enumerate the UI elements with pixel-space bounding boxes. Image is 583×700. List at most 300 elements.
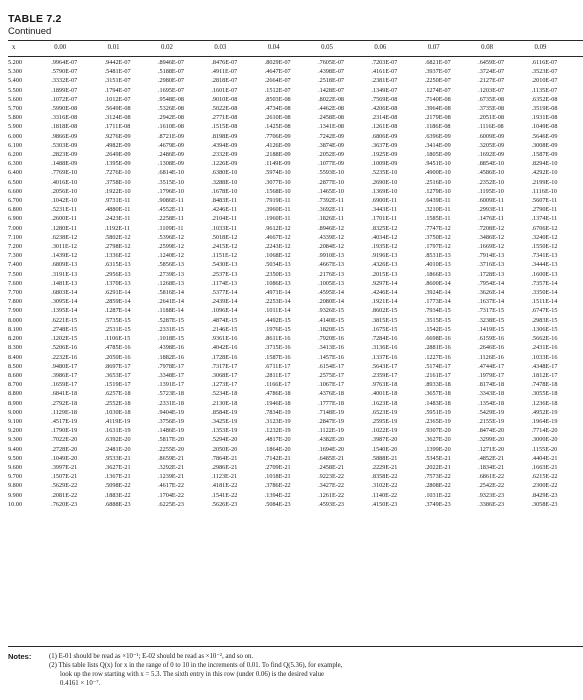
table-cell: .1149E-09 [264,160,291,168]
table-cell: .8483E-11 [211,197,238,205]
table-cell: .1109E-11 [157,224,184,232]
table-cell: .2258E-11 [157,215,184,223]
table-cell: .9442E-07 [104,59,131,66]
table-cell: .4246E-11 [211,206,238,214]
bottom-rule [8,646,583,647]
table-cell: .1946E-18 [264,399,291,407]
table-cell: .1511E-14 [531,298,558,306]
table-cell: .7392E-11 [318,197,344,205]
table-cell: .9323E-23 [478,491,505,499]
table-cell: .1341E-08 [318,123,345,131]
table-cell: .3653E-17 [104,371,131,379]
table-row [8,178,583,187]
notes-label: Notes: [8,652,32,661]
table-cell: .2056E-10 [51,187,78,195]
table-cell: .4398E-07 [318,68,345,76]
table-cell: .3997E-21 [51,463,78,471]
table-cell: .6352E-08 [531,95,558,103]
table-row [8,242,583,251]
table-cell: .3068E-17 [211,371,238,379]
table-cell: .1818E-08 [51,123,78,131]
table-cell: .1425E-08 [264,123,291,131]
table-cell: .1486E-19 [157,427,184,435]
table-cell: .3758E-10 [104,178,131,186]
table-cell: .1428E-07 [318,86,345,94]
table-row [8,159,583,168]
table-cell: .7573E-22 [424,473,451,481]
table-cell: .5990E-08 [51,105,78,113]
table-cell: .1232E-19 [264,427,291,435]
table-cell: .6803E-14 [51,289,78,297]
table-cell: .4246E-14 [371,289,398,297]
row-x-value: 9.800 [8,482,22,490]
table-cell: .3413E-16 [318,344,345,352]
table-cell: .1151E-12 [211,252,238,260]
table-cell: .6159E-16 [478,335,505,343]
table-cell: .1960E-11 [264,215,291,223]
note-2-line-2: look up the row starting with x = 5.3. The sixth entry in this row (under 0.06) is the desired value [60,671,325,678]
table-cell: .2818E-07 [211,77,238,85]
table-cell: .1519E-17 [104,381,131,389]
table-cell: .5287E-15 [157,316,184,324]
table-row [8,454,583,463]
table-cell: .5231E-11 [51,206,77,214]
table-cell: .6225E-23 [157,500,184,508]
table-cell: .1637E-14 [478,298,505,306]
row-x-value: 5.200 [8,59,22,66]
table-cell: .4181E-22 [211,482,238,490]
table-cell: .3486E-12 [478,233,505,241]
table-cell: .1018E-15 [157,335,184,343]
table-cell: .2877E-10 [318,178,345,186]
table-cell: .2575E-17 [318,371,345,379]
table-cell: .3924E-14 [424,289,451,297]
table-cell: .3191E-13 [51,270,78,278]
table-cell: .6116E-07 [531,59,558,66]
table-cell: .5429E-19 [478,408,505,416]
table-cell: .1979E-17 [478,371,505,379]
table-cell: .9010E-08 [211,95,238,103]
table-cell: .4586E-10 [478,169,505,177]
table-cell: .1678E-10 [211,187,238,195]
table-cell: .3151E-07 [104,77,131,85]
table-cell: .2127E-07 [478,77,505,85]
table-cell: .2255E-20 [157,445,184,453]
table-cell: .3815E-15 [371,316,398,324]
table-cell: .1086E-13 [264,279,291,287]
table-cell: .1391E-17 [157,381,184,389]
table-cell: .1349E-07 [371,86,398,94]
table-cell: .3735E-08 [478,105,505,113]
table-cell: .5034E-13 [264,261,291,269]
table-cell: .8198E-09 [211,132,238,140]
table-cell: .2300E-22 [531,482,558,490]
table-cell: .2811E-17 [264,371,291,379]
table-cell: .5643E-17 [371,362,398,370]
table-cell: .7769E-10 [51,169,78,177]
table-cell: .1033E-11 [211,224,238,232]
table-cell: .8611E-16 [264,335,291,343]
table-cell: .2542E-22 [478,482,505,490]
table-cell: .6392E-20 [104,436,131,444]
table-row [8,76,583,85]
table-cell: .1394E-22 [264,491,291,499]
row-x-value: 5.900 [8,123,22,131]
table-cell: .2010E-07 [531,77,558,85]
table-cell: .3124E-08 [104,114,131,122]
table-cell: .1005E-13 [318,279,345,287]
table-cell: .1921E-14 [371,298,398,306]
table-cell: .1550E-12 [531,243,558,251]
table-cell: .2439E-14 [211,298,238,306]
table-cell: .1864E-20 [264,445,291,453]
table-cell: .1261E-22 [318,491,345,499]
table-row [8,399,583,408]
table-cell: .6888E-23 [104,500,131,508]
table-cell: .4161E-07 [371,68,398,76]
table-cell: .1540E-20 [371,445,398,453]
table-cell: .7920E-16 [318,335,345,343]
row-x-value: 8.300 [8,344,22,352]
table-cell: .2130E-18 [211,399,238,407]
table-cell: .3986E-17 [51,371,78,379]
table-cell: .1623E-18 [371,399,398,407]
table-cell: .1116E-08 [478,123,504,131]
table-cell: .4001E-18 [371,390,398,398]
table-cell: .9196E-13 [371,252,398,260]
table-cell: .3515E-15 [424,316,451,324]
table-cell: .2847E-19 [318,417,345,425]
table-cell: .4874E-15 [211,316,238,324]
table-cell: .1701E-11 [371,215,398,223]
table-cell: .1192E-11 [104,224,131,232]
table-cell: .1883E-22 [104,491,131,499]
column-header: 0.00 [54,44,67,52]
table-cell: .4667E-12 [264,233,291,241]
row-x-value: 5.300 [8,68,22,76]
table-cell: .2381E-07 [371,77,398,85]
table-row [8,260,583,269]
table-cell: .8933E-18 [424,381,451,389]
table-cell: .1240E-12 [157,252,184,260]
table-cell: .7978E-17 [157,362,184,370]
table-cell: .1336E-12 [104,252,131,260]
table-cell: .2253E-14 [264,298,291,306]
table-cell: .6814E-10 [157,169,184,177]
table-cell: .2050E-16 [104,353,131,361]
table-cell: .1483E-18 [424,399,451,407]
table-cell: .5234E-18 [211,390,238,398]
table-cell: .1610E-08 [157,123,184,131]
table-cell: .2314E-08 [371,114,398,122]
table-cell: .3058E-23 [531,500,558,508]
table-title: TABLE 7.2 [8,13,62,25]
table-cell: .2600E-11 [51,215,77,223]
table-cell: .2709E-21 [264,463,291,471]
table-cell: .1203E-07 [478,86,505,94]
table-cell: .5593E-10 [318,169,345,177]
table-cell: .3000E-20 [531,436,558,444]
table-cell: .1166E-17 [264,381,291,389]
table-cell: .8294E-10 [531,160,558,168]
table-cell: .1030E-18 [104,408,131,416]
row-x-value: 8.400 [8,353,22,361]
table-row [8,316,583,325]
table-cell: .7276E-10 [104,169,131,177]
row-x-value: 6.700 [8,197,22,205]
table-cell: .7357E-14 [531,279,558,287]
table-cell: .6698E-16 [424,335,451,343]
table-cell: .2486E-09 [157,151,184,159]
table-cell: .1675E-15 [371,325,398,333]
table-cell: .5629E-22 [51,482,78,490]
table-cell: .3238E-15 [478,316,505,324]
table-cell: .1374E-11 [531,215,558,223]
table-row [8,371,583,380]
table-cell: .1439E-12 [51,252,78,260]
table-cell: .3348E-17 [157,371,184,379]
table-cell: .2739E-13 [157,270,184,278]
table-cell: .2146E-15 [211,325,238,333]
table-cell: .3523E-07 [531,68,558,76]
table-cell: .1457E-16 [318,353,345,361]
table-cell: .1399E-20 [424,445,451,453]
table-cell: .5084E-23 [264,500,291,508]
table-cell: .4734E-08 [264,105,291,113]
row-x-value: 9.900 [8,491,22,499]
table-cell: .4679E-09 [157,141,184,149]
table-cell: .1507E-21 [51,473,78,481]
table-cell: .1227E-16 [424,353,451,361]
table-cell: .3987E-20 [371,436,398,444]
table-cell: .1568E-10 [264,187,291,195]
table-cell: .1067E-17 [318,381,345,389]
table-cell: .1011E-14 [264,307,291,315]
table-cell: .6459E-07 [478,59,505,66]
table-cell: .7706E-09 [264,132,291,140]
table-cell: .2610E-08 [264,114,291,122]
table-cell: .1042E-10 [51,197,78,205]
table-cell: .4206E-08 [371,105,398,113]
table-cell: .1126E-16 [478,353,504,361]
table-cell: .1188E-14 [157,307,184,315]
table-cell: .2015E-13 [371,270,398,278]
table-cell: .4348E-17 [531,362,558,370]
table-cell: .4292E-10 [531,169,558,177]
row-x-value: 6.200 [8,151,22,159]
row-x-value: 8.200 [8,335,22,343]
row-x-value: 9.400 [8,445,22,453]
row-x-value: 8.000 [8,316,22,324]
table-row [8,270,583,279]
table-cell: .2599E-12 [157,243,184,251]
table-cell: .1659E-17 [51,381,78,389]
table-cell: .1186E-08 [424,123,451,131]
table-cell: .1541E-22 [211,491,238,499]
table-row [8,472,583,481]
table-cell: .4326E-13 [371,261,398,269]
table-row [8,481,583,490]
table-cell: .1834E-21 [478,463,505,471]
table-cell: .1488E-09 [51,160,78,168]
table-cell: .4617E-22 [157,482,184,490]
table-cell: .8854E-10 [478,160,505,168]
table-cell: .2649E-09 [104,151,131,159]
table-cell: .1271E-20 [478,445,505,453]
table-cell: .2161E-17 [424,371,451,379]
table-cell: .2431E-16 [531,344,558,352]
table-row [8,389,583,398]
table-cell: .6396E-09 [424,132,451,140]
table-cell: .1812E-17 [531,371,558,379]
table-cell: .2051E-08 [478,114,505,122]
table-cell: .5802E-12 [104,233,131,241]
table-cell: .2458E-08 [318,114,345,122]
table-cell: .3750E-12 [424,233,451,241]
table-cell: .6747E-15 [531,307,558,315]
table-cell: .6215E-22 [531,473,558,481]
table-cell: .7148E-19 [318,408,345,416]
row-x-value: 8.800 [8,390,22,398]
row-x-value: 5.700 [8,105,22,113]
table-cell: .9612E-12 [264,224,291,232]
row-x-value: 7.400 [8,261,22,269]
table-cell: .1022E-19 [371,427,398,435]
table-row [8,343,583,352]
table-cell: .4404E-21 [531,454,558,462]
table-cell: .9404E-19 [157,408,184,416]
table-cell: .2646E-16 [478,344,505,352]
table-cell: .4016E-10 [51,178,78,186]
table-cell: .9763E-18 [371,381,398,389]
table-cell: .2956E-13 [104,270,131,278]
table-cell: .3343E-18 [478,390,505,398]
table-cell: .8029E-07 [264,59,291,66]
table-row [8,86,583,95]
table-row [8,95,583,104]
row-x-value: 8.900 [8,399,22,407]
table-cell: .5345E-21 [424,454,451,462]
table-cell: .5888E-21 [371,454,398,462]
table-cell: .2537E-13 [211,270,238,278]
table-cell: .3299E-20 [478,436,505,444]
table-cell: .3749E-23 [424,500,451,508]
table-cell: .3425E-19 [211,417,238,425]
table-cell: .4647E-07 [264,68,291,76]
table-cell: .6315E-13 [104,261,131,269]
table-cell: .9480E-17 [51,362,78,370]
table-cell: .1261E-08 [371,123,398,131]
table-cell: .9731E-11 [104,197,131,205]
table-cell: .1790E-19 [51,427,78,435]
table-cell: .2458E-21 [318,463,345,471]
table-cell: .9326E-15 [318,307,345,315]
table-cell: .4398E-16 [157,344,184,352]
table-cell: .3657E-18 [424,390,451,398]
table-cell: .1033E-16 [531,353,558,361]
table-cell: .1512E-07 [264,86,291,94]
table-cell: .8600E-14 [424,279,451,287]
table-cell: .2250E-07 [424,77,451,85]
table-cell: .1728E-16 [211,353,238,361]
table-cell: .2664E-07 [264,77,291,85]
table-cell: .1195E-10 [478,187,504,195]
table-cell: .5607E-11 [531,197,558,205]
table-cell: .5816E-14 [157,289,184,297]
table-cell: .7203E-07 [371,59,398,66]
table-cell: .4667E-13 [318,261,345,269]
row-x-value: 9.200 [8,427,22,435]
table-cell: .9866E-09 [51,132,78,140]
table-cell: .1135E-07 [531,86,558,94]
table-row [8,288,583,297]
table-cell: .3964E-08 [424,105,451,113]
table-cell: .2188E-09 [264,151,291,159]
table-cell: .3350E-14 [531,289,558,297]
table-cell: .1805E-09 [424,151,451,159]
table-cell: .3240E-12 [531,233,558,241]
table-cell: .4034E-12 [371,233,398,241]
table-cell: .7317E-17 [211,362,238,370]
table-cell: .2229E-21 [371,463,398,471]
table-cell: .1931E-08 [531,114,558,122]
table-cell: .4394E-09 [211,141,238,149]
table-cell: .1476E-11 [478,215,504,223]
row-x-value: 9.300 [8,436,22,444]
table-cell: .9223E-22 [318,473,345,481]
table-cell: .9548E-08 [157,95,184,103]
table-cell: .1273E-17 [211,381,238,389]
table-cell: .2080E-14 [318,298,345,306]
row-x-value: 9.600 [8,463,22,471]
table-cell: .1976E-15 [264,325,291,333]
table-cell: .8946E-07 [157,59,184,66]
table-cell: .6154E-17 [318,362,345,370]
row-x-value: 7.100 [8,233,22,241]
column-header: 0.02 [160,44,173,52]
note-1: (1) E-01 should be read as ×10⁻¹; E-02 should be read as ×10⁻², and so on. [49,653,254,660]
table-cell: .1515E-08 [211,123,238,131]
table-row [8,251,583,260]
table-cell: .1174E-13 [211,279,238,287]
table-cell: .4900E-10 [424,169,451,177]
table-cell: .1280E-11 [51,224,77,232]
row-x-value: 9.100 [8,417,22,425]
table-cell: .8429E-23 [531,491,558,499]
table-cell: .8325E-12 [371,224,398,232]
table-cell: .1820E-15 [318,325,345,333]
table-cell: .7714E-20 [531,427,558,435]
table-cell: .1308E-09 [157,160,184,168]
table-cell: .7142E-21 [264,454,291,462]
table-cell: .1663E-21 [531,463,558,471]
table-cell: .1631E-19 [104,427,131,435]
row-x-value: 10.00 [8,500,22,508]
table-cell: .7747E-12 [424,224,451,232]
table-cell: .1155E-20 [531,445,558,453]
table-cell: .1337E-16 [371,353,398,361]
table-cell: .2155E-19 [478,417,505,425]
table-cell: .5723E-18 [157,390,184,398]
table-cell: .2986E-21 [211,463,238,471]
table-cell: .3519E-08 [531,105,558,113]
row-x-value: 5.800 [8,114,22,122]
table-row [8,113,583,122]
table-cell: .2331E-18 [157,399,184,407]
table-row [8,500,583,509]
table-cell: .6821E-07 [424,59,451,66]
table-cell: .1601E-07 [211,86,238,94]
